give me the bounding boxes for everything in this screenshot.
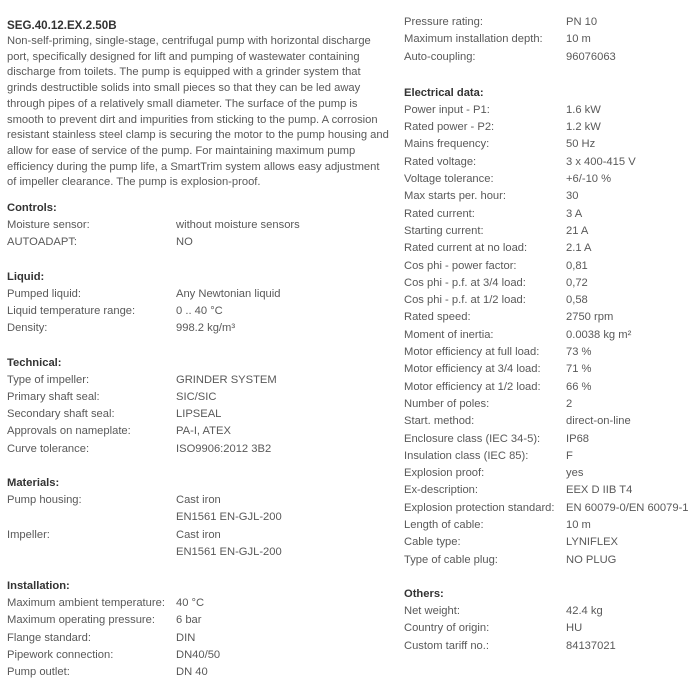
spec-label: Explosion proof: — [404, 467, 485, 480]
section-heading: Technical: — [7, 356, 62, 369]
spec-value: yes — [566, 467, 584, 480]
section-heading: Materials: — [7, 477, 60, 489]
spec-value: NO — [176, 236, 193, 249]
spec-value: LYNIFLEX — [566, 536, 619, 549]
spec-row — [7, 372, 391, 389]
spec-row — [7, 527, 391, 544]
spec-label: Net weight: — [404, 604, 460, 617]
spec-label: Cos phi - p.f. at 1/2 load: — [404, 294, 526, 307]
spec-row — [404, 171, 700, 188]
spec-row — [7, 286, 391, 303]
spec-value: EN1561 EN-GJL-200 — [176, 511, 282, 524]
spec-row — [7, 303, 391, 320]
spec-label — [7, 544, 176, 561]
spec-value: 0,72 — [566, 276, 588, 289]
spec-label: Motor efficiency at 3/4 load: — [404, 363, 541, 376]
spec-label: Approvals on nameplate: — [7, 425, 131, 438]
spec-value: 30 — [566, 190, 579, 203]
spec-row — [7, 664, 391, 681]
spec-row — [404, 309, 700, 326]
right-column — [404, 14, 700, 672]
section-heading: Liquid: — [7, 270, 45, 283]
spec-value: 71 % — [566, 363, 592, 376]
spec-row — [404, 327, 700, 344]
spec-label: Type of cable plug: — [404, 553, 498, 566]
section-installation — [7, 578, 391, 681]
spec-row — [404, 396, 700, 413]
spec-value: direct-on-line — [566, 415, 631, 428]
section-materials — [7, 475, 391, 561]
spec-row — [404, 102, 700, 119]
spec-value: 42.4 kg — [566, 604, 603, 617]
spec-value: SIC/SIC — [176, 390, 217, 403]
spec-row — [7, 647, 391, 664]
section-heading: Controls: — [7, 202, 57, 215]
spec-row — [404, 14, 700, 31]
spec-value: 21 A — [566, 224, 589, 237]
spec-label: Ex-description: — [404, 484, 478, 497]
spec-row — [404, 292, 700, 309]
spec-row — [7, 234, 391, 251]
spec-value: EN1561 EN-GJL-200 — [176, 545, 282, 558]
spec-value: EEX D IIB T4 — [566, 484, 633, 497]
spec-label: Moisture sensor: — [7, 219, 90, 232]
spec-value: NO PLUG — [566, 553, 617, 566]
spec-label: Explosion protection standard: — [404, 501, 555, 514]
spec-label: Moment of inertia: — [404, 328, 494, 341]
spec-row — [7, 544, 391, 561]
spec-row — [404, 119, 700, 136]
spec-label: Secondary shaft seal: — [7, 408, 115, 421]
spec-label — [7, 509, 176, 526]
spec-row — [7, 441, 391, 458]
spec-value: HU — [566, 622, 583, 635]
spec-value: F — [566, 449, 573, 462]
spec-row — [404, 344, 700, 361]
spec-value: +6/-10 % — [566, 173, 612, 186]
spec-row — [404, 638, 700, 655]
spec-value: LIPSEAL — [176, 408, 222, 421]
spec-value: Any Newtonian liquid — [176, 287, 281, 300]
spec-label: Rated voltage: — [404, 155, 477, 168]
spec-value: 1.6 kW — [566, 103, 601, 116]
spec-label: Curve tolerance: — [7, 442, 90, 455]
spec-row — [404, 154, 700, 171]
spec-label: Pipework connection: — [7, 649, 114, 662]
spec-value: 10 m — [566, 519, 591, 532]
spec-row — [404, 482, 700, 499]
spec-row — [404, 379, 700, 396]
section-heading: Others: — [404, 587, 444, 600]
spec-label: Impeller: — [7, 528, 50, 541]
section-technical — [7, 355, 391, 458]
spec-value: 50 Hz — [566, 138, 596, 151]
spec-value: EN 60079-0/EN 60079-1 — [566, 501, 689, 514]
spec-row — [7, 509, 391, 526]
spec-label: Voltage tolerance: — [404, 173, 494, 186]
spec-label: Mains frequency: — [404, 138, 490, 151]
spec-value: 998.2 kg/m³ — [176, 322, 236, 335]
section-heading: Installation: — [7, 580, 70, 593]
spec-value: PN 10 — [566, 16, 598, 28]
spec-label: Country of origin: — [404, 622, 490, 635]
spec-value: 6 bar — [176, 614, 202, 627]
section-heading: Electrical data: — [404, 86, 484, 99]
spec-label: Motor efficiency at full load: — [404, 346, 540, 359]
spec-label: Maximum installation depth: — [404, 33, 543, 46]
spec-value: 84137021 — [566, 639, 616, 652]
spec-value: PA-I, ATEX — [176, 425, 231, 438]
spec-label: Primary shaft seal: — [7, 390, 100, 403]
section-installation-cont — [404, 14, 700, 66]
spec-row — [7, 320, 391, 337]
spec-value: 0,81 — [566, 259, 588, 272]
spec-value: DN 40 — [176, 666, 208, 679]
spec-row — [7, 217, 391, 234]
spec-label: AUTOADAPT: — [7, 236, 78, 249]
product-title: SEG.40.12.EX.2.50B — [7, 19, 117, 32]
spec-value: 3 x 400-415 V — [566, 155, 636, 168]
spec-label: Liquid temperature range: — [7, 304, 136, 317]
spec-label: Pump outlet: — [7, 666, 70, 679]
spec-row — [404, 534, 700, 551]
spec-label: Max starts per. hour: — [404, 190, 506, 203]
spec-label: Cos phi - p.f. at 3/4 load: — [404, 276, 526, 289]
spec-value: 3 A — [566, 207, 583, 220]
spec-label: Cable type: — [404, 536, 461, 549]
spec-row — [404, 223, 700, 240]
spec-row — [404, 500, 700, 517]
spec-value: 73 % — [566, 346, 592, 359]
spec-row — [404, 413, 700, 430]
spec-label: Maximum operating pressure: — [7, 614, 155, 627]
spec-value: GRINDER SYSTEM — [176, 373, 277, 386]
spec-row — [404, 465, 700, 482]
product-description: Non-self-priming, single-stage, centrifugal pump with horizontal discharge port, specifically designed for lift and pumping of wastewater containing discharge from toilets. The pump is equipped with a grinder system that grinds destructible solids into small pieces so that they can be led away through pipes of a relatively small diameter. The surface of the pump is smooth to prevent dirt and impurities from sticking to the pump. A corrosion resistant stainless steel clamp is securing the motor to the pump housing and allow for ease of service of the pump. For maintaining maximum pump efficiency during the pump life, a SmartTrim system allows easy adjustment of impeller clearance. The pump is explosion-proof. — [7, 35, 389, 189]
spec-value: without moisture sensors — [176, 219, 300, 232]
spec-row — [404, 49, 700, 66]
spec-row — [404, 206, 700, 223]
spec-label: Rated current: — [404, 207, 475, 220]
spec-label: Rated speed: — [404, 311, 471, 324]
spec-label: Auto-coupling: — [404, 50, 476, 63]
spec-label: Rated current at no load: — [404, 242, 528, 255]
spec-value: 2750 rpm — [566, 311, 614, 324]
spec-label: Start. method: — [404, 415, 475, 428]
spec-value: 40 °C — [176, 597, 205, 610]
spec-row — [404, 188, 700, 205]
spec-label: Enclosure class (IEC 34-5): — [404, 432, 541, 445]
spec-value: DN40/50 — [176, 649, 221, 662]
spec-row — [404, 275, 700, 292]
spec-label: Maximum ambient temperature: — [7, 597, 165, 610]
spec-label: Rated power - P2: — [404, 121, 495, 134]
spec-value: 10 m — [566, 33, 591, 46]
spec-row — [404, 136, 700, 153]
spec-row — [404, 240, 700, 257]
spec-value: 66 % — [566, 380, 592, 393]
spec-row — [404, 603, 700, 620]
spec-row — [404, 361, 700, 378]
spec-row — [7, 389, 391, 406]
spec-value: 2 — [566, 397, 573, 410]
spec-row — [404, 31, 700, 48]
spec-row — [404, 448, 700, 465]
spec-label: Starting current: — [404, 224, 484, 237]
spec-value: 0.0038 kg m² — [566, 328, 632, 341]
spec-value: ISO9906:2012 3B2 — [176, 442, 272, 455]
spec-row — [404, 258, 700, 275]
spec-label: Cos phi - power factor: — [404, 259, 517, 272]
spec-row — [7, 423, 391, 440]
spec-label: Pump housing: — [7, 494, 82, 506]
spec-row — [7, 492, 391, 509]
spec-row — [7, 595, 391, 612]
spec-value: DIN — [176, 631, 196, 644]
section-others — [404, 586, 700, 655]
spec-label: Length of cable: — [404, 519, 484, 532]
spec-row — [404, 552, 700, 569]
spec-label: Pressure rating: — [404, 16, 483, 28]
spec-label: Power input - P1: — [404, 103, 490, 116]
left-column — [7, 14, 391, 699]
section-liquid — [7, 269, 391, 338]
spec-row — [404, 431, 700, 448]
spec-label: Motor efficiency at 1/2 load: — [404, 380, 541, 393]
spec-row — [7, 612, 391, 629]
spec-label: Insulation class (IEC 85): — [404, 449, 529, 462]
spec-value: 0 .. 40 °C — [176, 304, 223, 317]
spec-label: Number of poles: — [404, 397, 490, 410]
spec-row — [7, 406, 391, 423]
spec-label: Flange standard: — [7, 631, 91, 644]
spec-label: Custom tariff no.: — [404, 639, 489, 652]
spec-label: Type of impeller: — [7, 373, 90, 386]
spec-row — [7, 630, 391, 647]
spec-value: Cast iron — [176, 528, 221, 541]
spec-row — [404, 517, 700, 534]
spec-value: 1.2 kW — [566, 121, 601, 134]
section-controls — [7, 200, 391, 252]
spec-value: 2.1 A — [566, 242, 592, 255]
spec-value: Cast iron — [176, 494, 221, 506]
spec-value: 0,58 — [566, 294, 588, 307]
spec-row — [404, 620, 700, 637]
spec-value: 96076063 — [566, 50, 616, 63]
spec-label: Density: — [7, 322, 48, 335]
spec-value: IP68 — [566, 432, 590, 445]
section-electrical — [404, 85, 700, 569]
spec-label: Pumped liquid: — [7, 287, 82, 300]
